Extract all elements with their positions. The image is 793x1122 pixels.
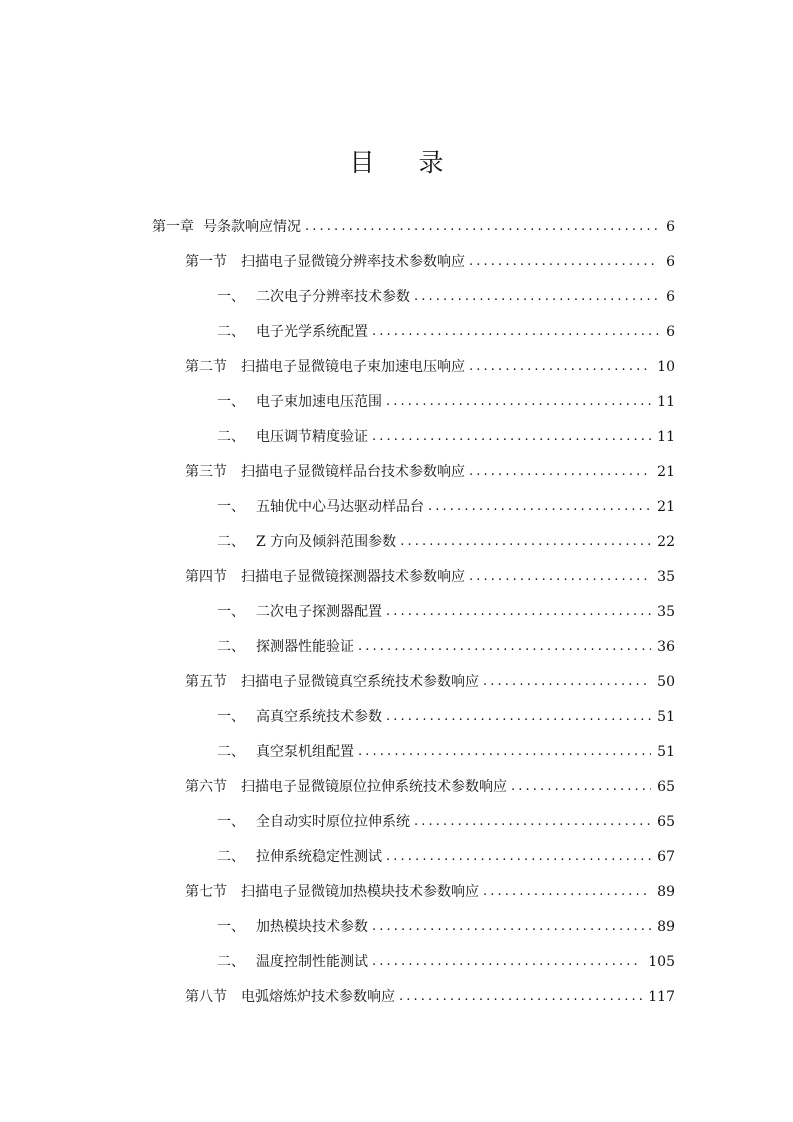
dot-leader <box>469 460 651 484</box>
toc-entry-section[interactable] <box>185 880 675 904</box>
dot-leader <box>511 775 651 799</box>
toc-entry-page: 36 <box>657 639 675 655</box>
toc-entry-label: 二次电子分辨率技术参数 <box>256 289 410 305</box>
dot-leader <box>305 215 659 239</box>
toc-entry-number: 第八节 <box>185 989 227 1005</box>
toc-entry-number: 第五节 <box>185 674 227 690</box>
toc-entry-subsection[interactable] <box>217 740 675 764</box>
toc-entry-number: 二、 <box>217 639 245 655</box>
toc-entry-page: 117 <box>648 989 675 1005</box>
toc-entry-page: 51 <box>657 709 675 725</box>
toc-entry-number: 二、 <box>217 429 245 445</box>
dot-leader <box>386 600 651 624</box>
toc-entry-number: 第三节 <box>185 464 227 480</box>
toc-entry-section[interactable] <box>185 985 675 1009</box>
dot-leader <box>386 845 651 869</box>
dot-leader <box>358 740 651 764</box>
toc-entry-page: 11 <box>657 394 675 410</box>
toc-entry-label: 五轴优中心马达驱动样品台 <box>256 499 424 515</box>
dot-leader <box>399 985 642 1009</box>
toc-entry-subsection[interactable] <box>217 320 675 344</box>
toc-entry-label: 电子束加速电压范围 <box>256 394 382 410</box>
toc-entry-page: 21 <box>657 499 675 515</box>
toc-entry-section[interactable] <box>185 670 675 694</box>
toc-entry-page: 50 <box>657 674 675 690</box>
toc-entry-section[interactable] <box>185 250 675 274</box>
toc-entry-number: 一、 <box>217 289 245 305</box>
dot-leader <box>469 355 651 379</box>
toc-entry-section[interactable] <box>185 460 675 484</box>
toc-entry-page: 65 <box>657 814 675 830</box>
toc-entry-page: 22 <box>657 534 675 550</box>
toc-entry-label: 真空泵机组配置 <box>256 744 354 760</box>
dot-leader <box>414 285 659 309</box>
toc-entry-subsection[interactable] <box>217 950 675 974</box>
dot-leader <box>400 530 651 554</box>
toc-entry-label: 电弧熔炼炉技术参数响应 <box>241 989 395 1005</box>
toc-entry-number: 一、 <box>217 919 245 935</box>
toc-entry-subsection[interactable] <box>217 600 675 624</box>
toc-entry-label: 扫描电子显微镜探测器技术参数响应 <box>241 569 465 585</box>
toc-entry-subsection[interactable] <box>217 390 675 414</box>
toc-entry-number: 二、 <box>217 849 245 865</box>
toc-entry-number: 一、 <box>217 814 245 830</box>
toc-entry-number: 一、 <box>217 394 245 410</box>
toc-entry-section[interactable] <box>185 355 675 379</box>
toc-entry-subsection[interactable] <box>217 845 675 869</box>
toc-entry-number: 一、 <box>217 499 245 515</box>
toc-entry-number: 第一节 <box>185 254 227 270</box>
toc-entry-page: 10 <box>657 359 675 375</box>
toc-entry-number: 第六节 <box>185 779 227 795</box>
toc-entry-label: 电压调节精度验证 <box>256 429 368 445</box>
toc-entry-subsection[interactable] <box>217 810 675 834</box>
toc-entry-subsection[interactable] <box>217 705 675 729</box>
toc-entry-label: 温度控制性能测试 <box>256 954 368 970</box>
toc-entry-number: 一、 <box>217 604 245 620</box>
toc-entry-label: 扫描电子显微镜电子束加速电压响应 <box>241 359 465 375</box>
toc-entry-page: 21 <box>657 464 675 480</box>
toc-entry-label: 二次电子探测器配置 <box>256 604 382 620</box>
toc-entry-label: 加热模块技术参数 <box>256 919 368 935</box>
toc-entry-page: 89 <box>657 919 675 935</box>
toc-entry-number: 二、 <box>217 324 245 340</box>
toc-entry-label: 电子光学系统配置 <box>256 324 368 340</box>
toc-entry-page: 67 <box>657 849 675 865</box>
toc-entry-page: 6 <box>666 219 675 235</box>
dot-leader <box>386 390 651 414</box>
toc-entry-number: 第二节 <box>185 359 227 375</box>
toc-entry-subsection[interactable] <box>217 530 675 554</box>
toc-entry-number: 一、 <box>217 709 245 725</box>
toc-entry-number: 第四节 <box>185 569 227 585</box>
toc-entry-label: 全自动实时原位拉伸系统 <box>256 814 410 830</box>
toc-entry-number: 二、 <box>217 534 245 550</box>
toc-entry-label: 扫描电子显微镜加热模块技术参数响应 <box>241 884 479 900</box>
dot-leader <box>386 705 651 729</box>
toc-entry-number: 二、 <box>217 744 245 760</box>
toc-entry-subsection[interactable] <box>217 635 675 659</box>
toc-entry-label: 扫描电子显微镜分辨率技术参数响应 <box>241 254 465 270</box>
page-title: 目 录 <box>349 148 462 177</box>
toc-entry-page: 89 <box>657 884 675 900</box>
toc-entry-section[interactable] <box>185 565 675 589</box>
toc-entry-page: 105 <box>648 954 675 970</box>
toc-entry-label: 扫描电子显微镜样品台技术参数响应 <box>241 464 465 480</box>
dot-leader <box>483 670 651 694</box>
toc-entry-subsection[interactable] <box>217 425 675 449</box>
dot-leader <box>428 495 651 519</box>
toc-entry-subsection[interactable] <box>217 495 675 519</box>
dot-leader <box>372 950 642 974</box>
dot-leader <box>469 565 651 589</box>
toc-entry-label: 高真空系统技术参数 <box>256 709 382 725</box>
toc-entry-chapter-1[interactable] <box>152 215 675 239</box>
dot-leader <box>358 635 651 659</box>
toc-entry-number: 二、 <box>217 954 245 970</box>
dot-leader <box>414 810 651 834</box>
toc-entry-page: 6 <box>666 289 675 305</box>
toc-entry-number: 第七节 <box>185 884 227 900</box>
toc-entry-label: 拉伸系统稳定性测试 <box>256 849 382 865</box>
toc-entry-page: 35 <box>657 569 675 585</box>
toc-entry-subsection[interactable] <box>217 285 675 309</box>
toc-entry-label: 扫描电子显微镜原位拉伸系统技术参数响应 <box>241 779 507 795</box>
toc-entry-subsection[interactable] <box>217 915 675 939</box>
toc-entry-page: 51 <box>657 744 675 760</box>
dot-leader <box>372 915 651 939</box>
toc-entry-section[interactable] <box>185 775 675 799</box>
toc-entry-label: 扫描电子显微镜真空系统技术参数响应 <box>241 674 479 690</box>
dot-leader <box>469 250 659 274</box>
toc-entry-label: 探测器性能验证 <box>256 639 354 655</box>
toc-entry-label: Z 方向及倾斜范围参数 <box>256 534 397 550</box>
toc-entry-page: 65 <box>657 779 675 795</box>
dot-leader <box>372 425 651 449</box>
toc-entry-label: 号条款响应情况 <box>203 219 301 235</box>
toc-entry-number: 第一章 <box>152 219 194 235</box>
toc-entry-page: 35 <box>657 604 675 620</box>
toc-entry-page: 6 <box>666 324 675 340</box>
toc-entry-page: 11 <box>657 429 675 445</box>
dot-leader <box>372 320 659 344</box>
dot-leader <box>483 880 651 904</box>
toc-entry-page: 6 <box>666 254 675 270</box>
